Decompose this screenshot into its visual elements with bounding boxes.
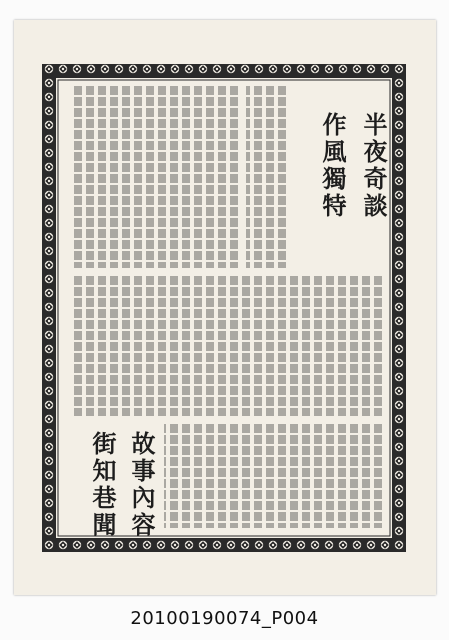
body-text-block: [70, 276, 382, 416]
archive-caption: 20100190074_P004: [130, 608, 319, 629]
headline-bottom-line-2: 街知巷聞: [88, 431, 117, 539]
body-text-block: [246, 86, 286, 268]
body-text-block: [164, 424, 382, 528]
leaflet-page: [14, 20, 436, 595]
headline-top-line-1: 半夜奇談: [359, 112, 388, 220]
headline-bottom: [89, 431, 159, 581]
headline-top-line-2: 作風獨特: [318, 112, 347, 220]
body-text-block: [70, 86, 238, 268]
headline-top: [295, 112, 391, 262]
headline-bottom-line-1: 故事內容: [127, 431, 156, 539]
